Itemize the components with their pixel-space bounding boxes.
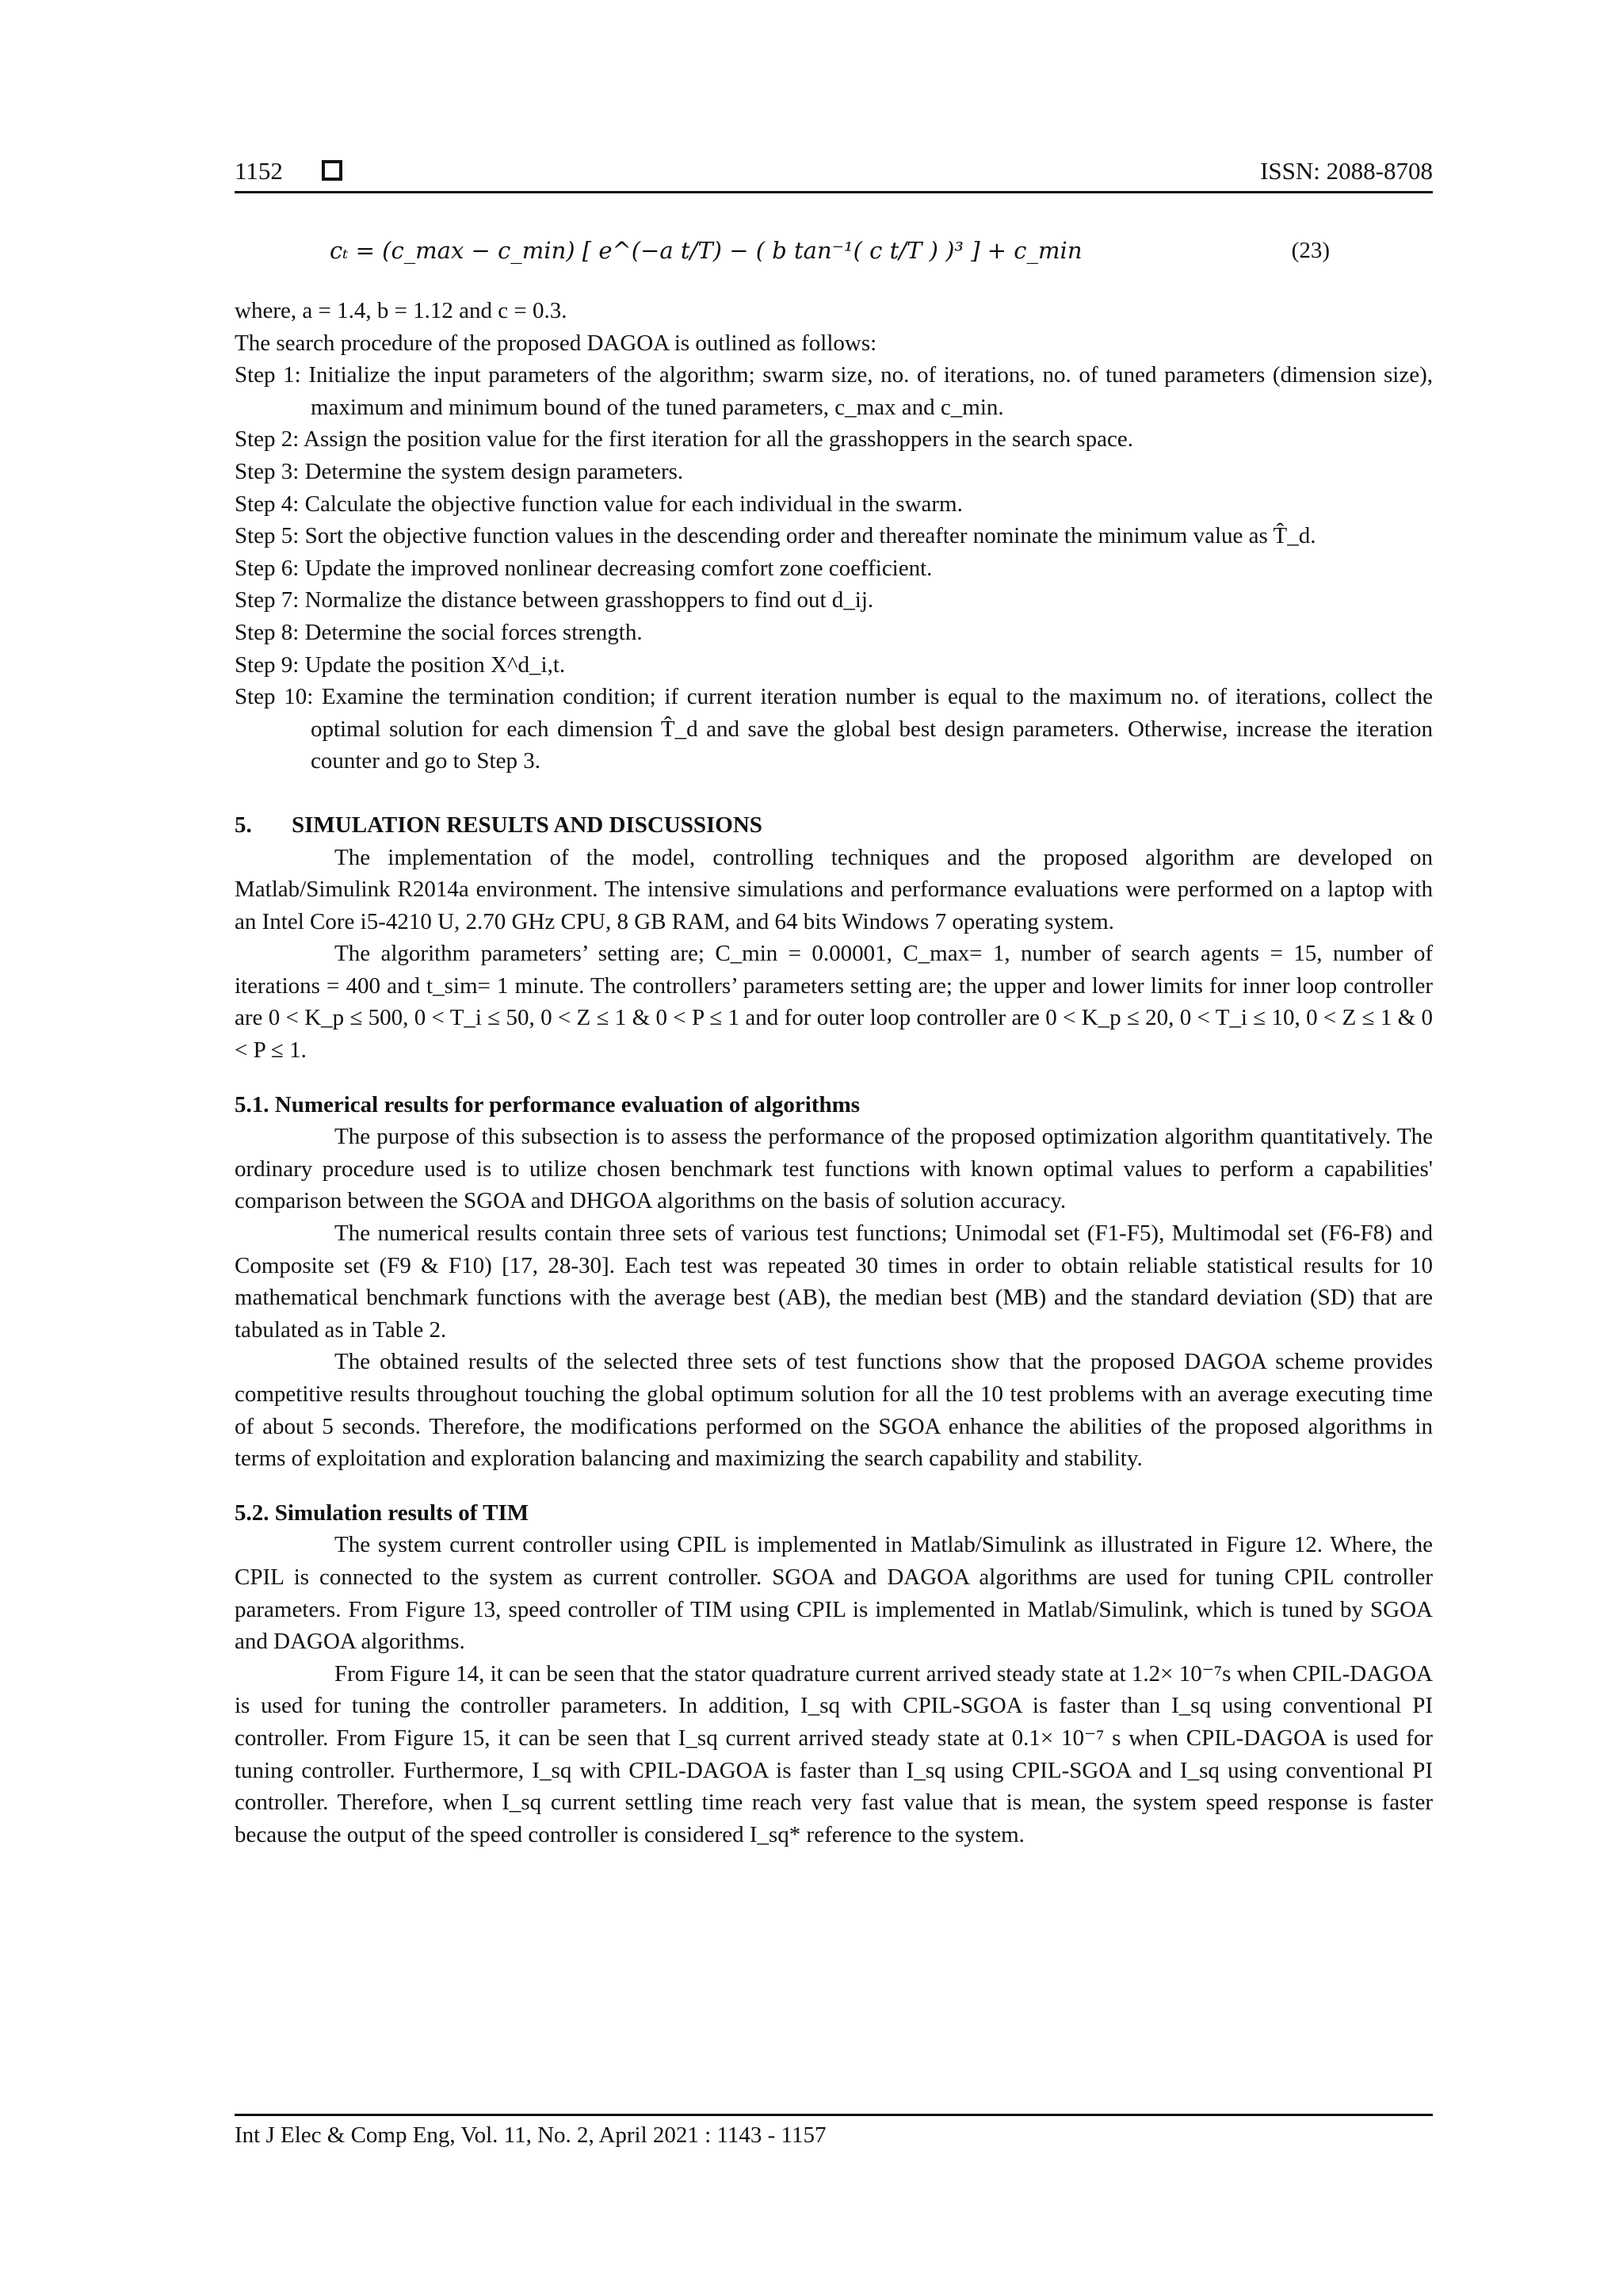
step-item: Step 5: Sort the objective function values in the descending order and thereafter nominate the minimum value as T̂_d. [235,523,1316,549]
section-5-1-heading: 5.1. Numerical results for performance evaluation of algorithms [235,1091,861,1117]
step-item: Step 8: Determine the social forces strength. [235,619,643,645]
body-text [235,208,1433,1851]
step-item: Step 10: Examine the termination condition; if current iteration number is equal to the maximum no. of iterations, collect the optimal solution for each dimension T̂_d and save the global best design parameters. Otherwise, increase the iteration counter and go to Step 3. [235,684,1433,774]
equation-number: (23) [1291,238,1330,263]
paragraph: The algorithm parameters’ setting are; C_min = 0.00001, C_max= 1, number of search agents = 15, number of iterations = 400 and t_sim= 1 minute. The controllers’ parameters setting are; the upper and lower limits for inner loop controller are 0 < K_p ≤ 500, 0 < T_i ≤ 50, 0 < Z ≤ 1 & 0 < P ≤ 1 and for outer loop controller are 0 < K_p ≤ 20, 0 < T_i ≤ 10, 0 < Z ≤ 1 & 0 < P ≤ 1. [235,941,1433,1064]
footer-rule [235,2114,1433,2116]
page-header [235,151,1433,190]
step-item: Step 6: Update the improved nonlinear decreasing comfort zone coefficient. [235,555,933,581]
issn: ISSN: 2088-8708 [1260,157,1433,185]
step-item: Step 3: Determine the system design parameters. [235,458,684,484]
where-line: where, a = 1.4, b = 1.12 and c = 0.3. [235,298,567,323]
page-number: 1152 [235,157,283,185]
paragraph: The obtained results of the selected three sets of test functions show that the proposed DAGOA scheme provides competitive results throughout touching the global optimum solution for all the 10 test problems with an average executing time of about 5 seconds. Therefore, the modifications performed on the SGOA enhance the abilities of the proposed algorithms in terms of exploitation and exploration balancing and maximizing the search capability and stability. [235,1349,1433,1472]
section-5-2-heading: 5.2. Simulation results of TIM [235,1499,529,1526]
paragraph: The implementation of the model, controlling techniques and the proposed algorithm are developed on Matlab/Simulink R2014a environment. The intensive simulations and performance evaluations were performed on a laptop with an Intel Core i5-4210 U, 2.70 GHz CPU, 8 GB RAM, and 64 bits Windows 7 operating system. [235,844,1433,934]
equation-expression: cₜ = (c_max − c_min) [ e^(−a t/T) − ( b tan⁻¹( c t/T ) )³ ] + c_min [330,237,1083,264]
section-5-heading: 5. SIMULATION RESULTS AND DISCUSSIONS [235,812,762,838]
step-item: Step 4: Calculate the objective function value for each individual in the swarm. [235,491,963,517]
equation-23 [235,208,1433,295]
paragraph: The system current controller using CPIL is implemented in Matlab/Simulink as illustrated in Figure 12. Where, the CPIL is connected to the system as current controller. SGOA and DAGOA algorithms are used for tuning CPIL controller parameters. From Figure 13, speed controller of TIM using CPIL is implemented in Matlab/Simulink, which is tuned by SGOA and DAGOA algorithms. [235,1532,1433,1655]
steps-intro: The search procedure of the proposed DAGOA is outlined as follows: [235,330,877,356]
paragraph: From Figure 14, it can be seen that the stator quadrature current arrived steady state at 1.2× 10⁻⁷s when CPIL-DAGOA is used for tuning the controller parameters. In addition, I_sq with CPIL-SGOA is faster than I_sq using conventional PI controller. From Figure 15, it can be seen that I_sq current arrived steady state at 0.1× 10⁻⁷ s when CPIL-DAGOA is used for tuning controller. Furthermore, I_sq with CPIL-DAGOA is faster than I_sq using CPIL-SGOA and I_sq using conventional PI controller. Therefore, when I_sq current settling time reach very fast value that is mean, the system speed response is faster because the output of the speed controller is considered I_sq* reference to the system. [235,1660,1433,1847]
paragraph: The numerical results contain three sets of various test functions; Unimodal set (F1-F5), Multimodal set (F6-F8) and Composite set (F9 & F10) [17, 28-30]. Each test was repeated 30 times in order to obtain reliable statistical results for 10 mathematical benchmark functions with the average best (AB), the median best (MB) and the standard deviation (SD) that are tabulated as in Table 2. [235,1221,1433,1343]
steps-list [235,359,1433,777]
header-rule [235,191,1433,193]
paragraph: The purpose of this subsection is to assess the performance of the proposed optimization algorithm quantitatively. The ordinary procedure used is to utilize chosen benchmark test functions with known optimal values to perform a capabilities' comparison between the SGOA and DHGOA algorithms on the basis of solution accuracy. [235,1124,1433,1214]
step-item: Step 7: Normalize the distance between grasshoppers to find out d_ij. [235,587,874,613]
step-item: Step 9: Update the position X^d_i,t. [235,651,566,678]
step-item: Step 1: Initialize the input parameters of the algorithm; swarm size, no. of iterations, no. of tuned parameters (dimension size), maximum and minimum bound of the tuned parameters, c_max and c_min. [235,362,1433,420]
page-footer: Int J Elec & Comp Eng, Vol. 11, No. 2, April 2021 : 1143 - 1157 [235,2122,827,2148]
square-bullet-icon [322,160,342,181]
step-item: Step 2: Assign the position value for the first iteration for all the grasshoppers in the search space. [235,426,1133,453]
